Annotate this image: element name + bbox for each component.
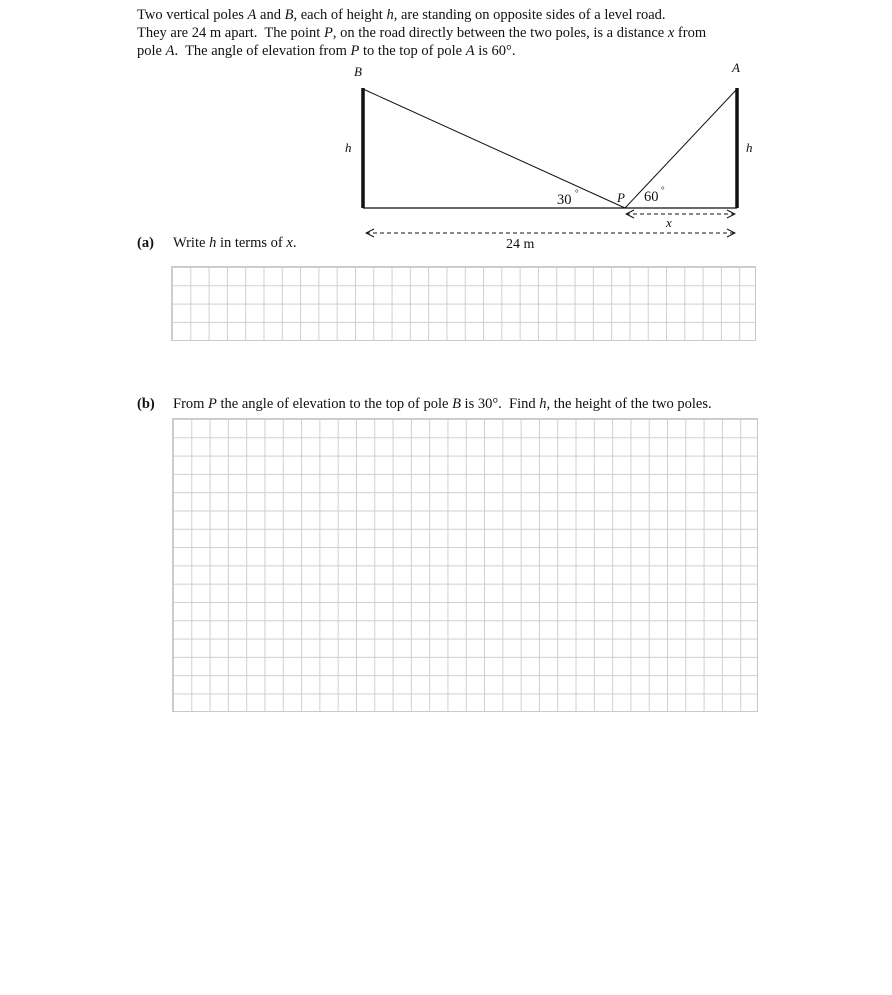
intro-line-3: pole A. The angle of elevation from P to the top of pole A is 60°. (137, 43, 516, 59)
label-a: A (732, 60, 740, 75)
answer-grid-b[interactable] (172, 418, 758, 712)
part-b-label: (b) From P the angle of elevation to the top of pole B is 30°. Find h, the height of the two poles. (137, 396, 712, 412)
poles-diagram (0, 0, 892, 260)
label-24m: 24 m (506, 237, 535, 252)
label-h-right: h (746, 140, 753, 155)
part-a-label: (a) Write h in terms of x. (137, 235, 297, 251)
label-p: P (617, 190, 625, 205)
label-h-left: h (345, 140, 352, 155)
sightline-to-b (363, 89, 625, 208)
part-b-tag: (b) (137, 396, 155, 412)
angle-60: 60 (644, 189, 659, 205)
label-b: B (354, 64, 362, 79)
angle-30-degree: ° (575, 188, 579, 198)
angle-60-degree: ° (661, 185, 665, 195)
intro-line-1: Two vertical poles A and B, each of height h, are standing on opposite sides of a level road. (137, 7, 666, 23)
label-x: x (666, 215, 672, 230)
answer-grid-a[interactable] (171, 266, 756, 341)
sightline-to-a (625, 89, 737, 208)
intro-line-2: They are 24 m apart. The point P, on the road directly between the two poles, is a distance x from (137, 25, 707, 41)
part-a-tag: (a) (137, 235, 154, 251)
angle-30: 30 (557, 192, 572, 208)
